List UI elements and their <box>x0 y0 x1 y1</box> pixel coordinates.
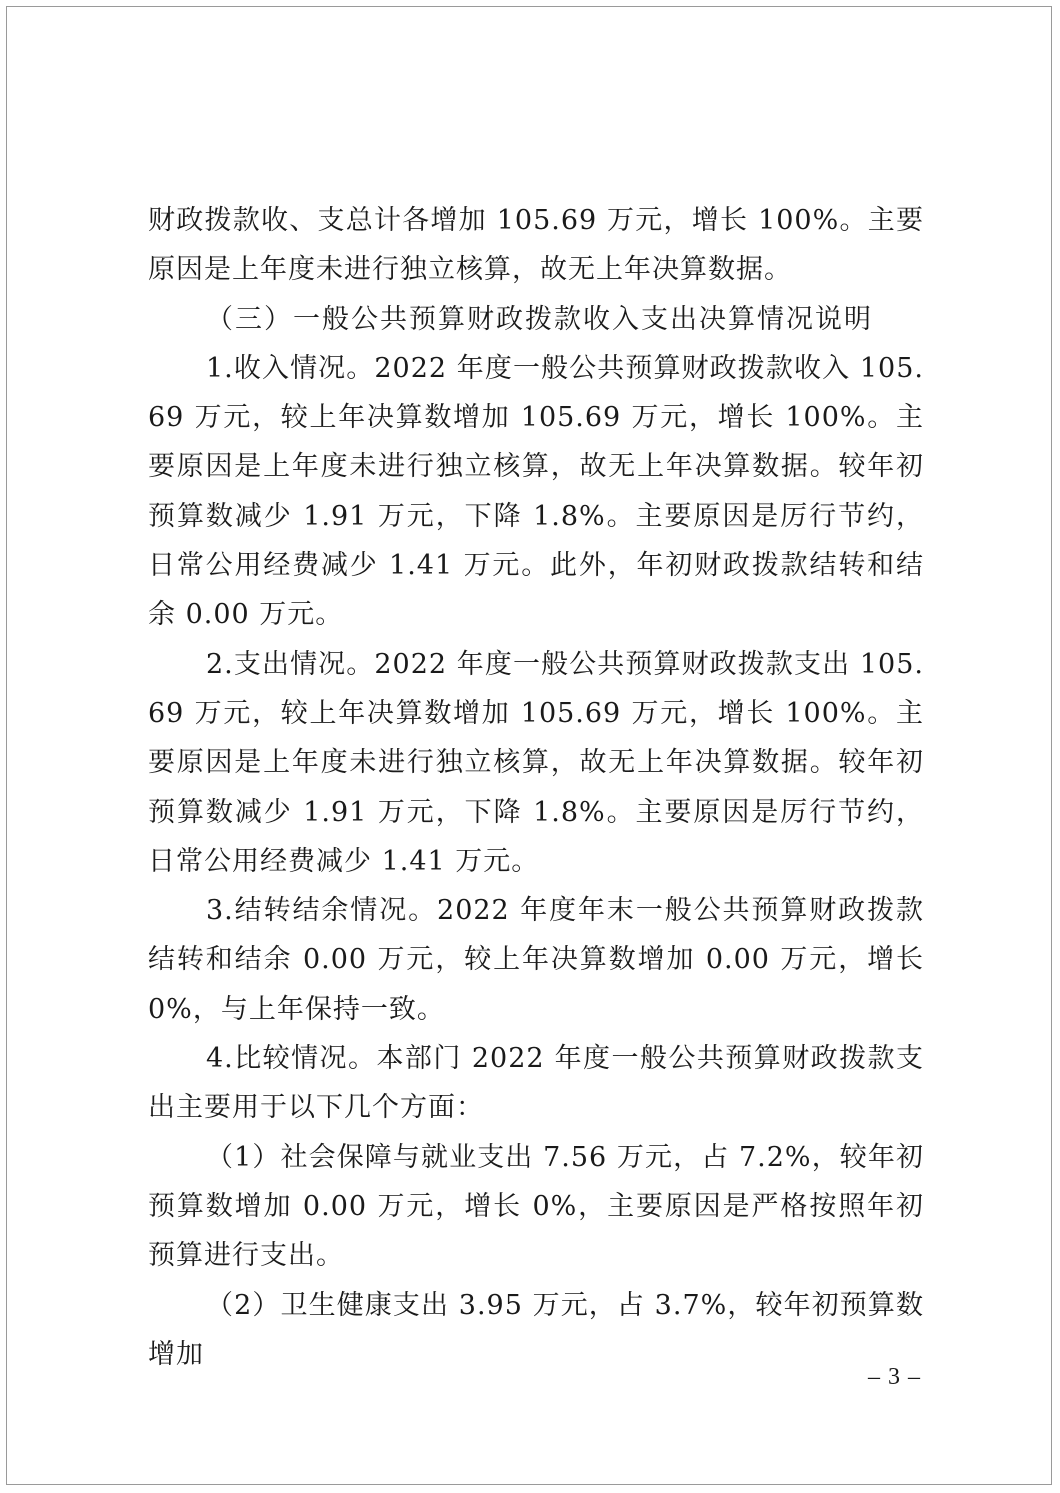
paragraph-expenditure: 2.支出情况。2022 年度一般公共预算财政拨款支出 105.69 万元，较上年决算数增加 105.69 万元，增长 100%。主要原因是上年度未进行独立核算，故无上年决算数据。较年初预算数减少 1.91 万元，下降 1.8%。主要原因是厉行节约，日常公用经费减少 1.41 万元。 <box>148 648 924 877</box>
section-heading: （三）一般公共预算财政拨款收入支出决算情况说明 <box>206 303 873 335</box>
paragraph-item-1: （1）社会保障与就业支出 7.56 万元，占 7.2%，较年初预算数增加 0.00 万元，增长 0%，主要原因是严格按照年初预算进行支出。 <box>148 1141 924 1272</box>
page-number: – 3 – <box>868 1364 921 1390</box>
paragraph-income: 1.收入情况。2022 年度一般公共预算财政拨款收入 105.69 万元，较上年决算数增加 105.69 万元，增长 100%。主要原因是上年度未进行独立核算，故无上年决算数据。较年初预算数减少 1.91 万元，下降 1.8%。主要原因是厉行节约，日常公用经费减少 1.41 万元。此外，年初财政拨款结转和结余 0.00 万元。 <box>148 352 924 631</box>
paragraph-item-2: （2）卫生健康支出 3.95 万元，占 3.7%，较年初预算数增加 <box>148 1289 924 1370</box>
paragraph-carryover: 3.结转结余情况。2022 年度年末一般公共预算财政拨款结转和结余 0.00 万元，较上年决算数增加 0.00 万元，增长 0%，与上年保持一致。 <box>148 895 924 1025</box>
paragraph-continuation: 财政拨款收、支总计各增加 105.69 万元，增长 100%。主要原因是上年度未进行独立核算，故无上年决算数据。 <box>148 205 924 286</box>
document-body <box>148 196 924 1379</box>
paragraph-comparison: 4.比较情况。本部门 2022 年度一般公共预算财政拨款支出主要用于以下几个方面： <box>148 1043 924 1124</box>
